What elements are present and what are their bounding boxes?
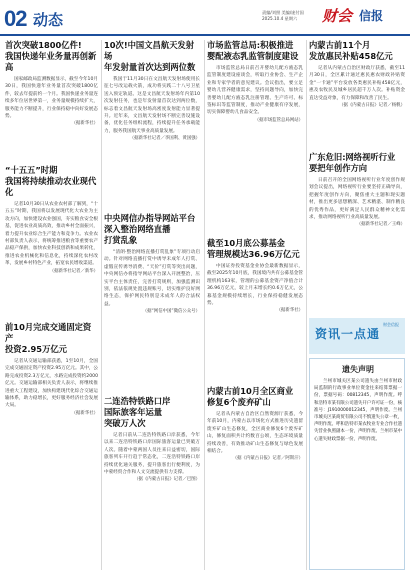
article-headline[interactable]: 广东危旧:网络视听行业 要把年创作方向 <box>309 152 396 173</box>
article-body: 市场监管总局日前召开婴幼儿配方液态乳监管制度建设座谈会，听取行业协会、生产企业和专家学者的意见建议。会议指出，要立足婴幼儿营养健康需求，坚持问题导向，加快完善婴幼儿配方液态乳注册管理、生产许可、标签标识等监管制度，推动产业健康有序发展，切实保障婴幼儿食品安全。 <box>207 66 303 116</box>
article-body: 记者10月30日从农业农村部了解到，“十五五”时期，我国将以发展现代化大农业为主攻方向，加快建设农业强国，夯实粮食安全根基，促进农业高质高效，推动乡村全面振兴，着力提升农业综合生产能力和竞争力。农业农村部负责人表示，将统筹推进粮食等重要农产品稳产保供，加快农业科技创新和成果转化，推进农业机械化和信息化，持续深化农村改革，发展乡村特色产业，拓宽农民增收渠道。 <box>5 202 98 267</box>
info-banner-tag: 财会信报 <box>383 322 399 327</box>
masthead-meta <box>262 10 304 22</box>
page-number: 02 <box>4 6 27 31</box>
article <box>5 165 98 275</box>
article-headline[interactable]: 截至10月底公募基金 管理规模达36.96万亿元 <box>207 238 300 259</box>
article-source: （据新华社） <box>276 308 303 314</box>
info-banner <box>309 318 405 354</box>
loss-notice <box>309 358 405 570</box>
article <box>104 213 200 316</box>
article <box>104 396 200 484</box>
article-headline[interactable]: 前10月完成交通固定资产 投资2.95万亿元 <box>5 322 92 354</box>
article-source: （据市场监管总局网站） <box>254 117 303 123</box>
notice-title: 遗失声明 <box>342 365 374 374</box>
article <box>207 40 303 124</box>
article-body: 我国于11月30日在文昌航天发射场使用长征七号改运载火箭，成功将实践二十八号卫星送入预定轨道。这是文昌航天发射场年内第10次发射任务，也是年发射量首次达到两位数，标志着文昌航天发射场高密度发射能力显著提升。近年来，文昌航天发射场不断完善设施设备，优化任务组织流程，持续提升任务承载能力，服务我国航天事业高质量发展。 <box>104 77 200 134</box>
article <box>104 40 200 143</box>
info-banner-label: 资讯一点通 <box>315 327 381 341</box>
article-source: （据《内蒙古日报》记者／巴图） <box>134 477 200 483</box>
article-source: （据新华社） <box>71 410 98 416</box>
article <box>5 322 98 417</box>
article <box>309 40 405 109</box>
article-headline[interactable]: 10次!中国文昌航天发射场 年发射量首次达到两位数 <box>104 40 196 72</box>
article-body: 记者从交通运输部获悉，1至10月，全国完成交通固定资产投资2.95万亿元。其中，公路完成投资2.3万亿元，水路完成投资约2000亿元。交通运输部相关负责人表示，将继续推进重大工程建设，加快构建现代化综合交通运输体系，助力稳增长，更好服务经济社会发展大局。 <box>5 359 98 409</box>
article-body: 记者日前从二连浩特铁路口岸获悉，今年以来二连浩特铁路口岸国际旅客运量已突破万人次。随着中蒙两国人员往来日益密切，国际旅客列车开行趋于常态化，二连浩特铁路口岸持续优化通关服务，提升旅客出行便利度，为中蒙经贸合作和人文交流提供有力支撑。 <box>104 433 200 476</box>
article-headline[interactable]: 内蒙古前10月全区商业 修复6个废弃矿山 <box>207 386 294 407</box>
article-headline[interactable]: 首次突破1800亿件! 我国快递年业务量再创新高 <box>5 40 97 72</box>
article-source: （据新华社记者／新华） <box>49 268 98 274</box>
article-source: （据《内蒙古日报》记者／阿斯汗） <box>232 456 303 462</box>
article-headline[interactable]: 内蒙古前11个月 发放惠民补贴458亿元 <box>309 40 393 61</box>
article-body: 国家邮政局监测数据显示，截至今年10月30日，我国快递年业务量首次突破1800亿件，较去年提前约一个月。我国快递业务量连续多年位居世界第一，业务量规模持续扩大，服务能力不断提升，行业保持稳中向好发展态势。 <box>5 77 98 120</box>
masthead-rule <box>0 34 410 36</box>
article <box>207 386 303 463</box>
article-source: （据“网信中国”微信公众号） <box>142 309 200 315</box>
article-source: （据新华社） <box>71 121 98 127</box>
article-headline[interactable]: “十五五”时期 我国将持续推动农业现代化 <box>5 165 97 197</box>
article <box>309 152 405 229</box>
notice-body: 兰州市城关区某公司遗失由兰州市财政局监制的行政事业单位资金往来结算票据一份，票据号码：00812345，声明作废。呼和浩特市某有限公司遗失开户许可证一份，核准号：J1910000012345，声明作废。兰州市城关区某商贸有限公司不慎遗失公章一枚，声明作废。呼和浩特市某农牧业专业合作社遗失营业执照副本一份，声明作废。兰州市某中心遗失财政票据一份，声明作废。 <box>314 379 402 442</box>
column-divider <box>204 40 205 570</box>
article <box>207 238 303 315</box>
date-line: 2025.10.4 星期六 <box>262 16 298 21</box>
article-headline[interactable]: 中央网信办指导网站平台 深入整治网络直播 打赏乱象 <box>104 213 196 245</box>
section-title: 动态 <box>33 11 64 29</box>
article-body: 记者从内蒙古自治区自然资源厅获悉，今年前10月，内蒙古以市场化方式推进历史遗留废弃矿山生态修复，全区商业修复6个废弃矿山，修复面积共计约数百公顷，生态环境质量持续改善，有效推动矿山生态修复与绿色发展相结合。 <box>207 412 303 455</box>
column-divider <box>306 40 307 570</box>
newspaper-logo: 财会 <box>322 7 353 25</box>
article-body: 记者从内蒙古自治区财政厅获悉，截至11月30日，全区累计通过惠民惠农财政补贴资金“一卡通”平台发放各类惠民补贴458亿元，惠及农牧民及城乡居民超千万人次。补贴资金直达受益对象，有力保障和改善了民生。 <box>309 66 405 101</box>
masthead <box>0 0 410 36</box>
article-body: “清朗·整治网络直播打赏乱象”专项行动启动。针对网络直播打赏中诱导未成年人打赏、虚假宣传诱导消费、“天价”打赏等突出问题，中央网信办将指导网站平台深入开展整治，压实平台主体责任，完善打赏规则，加强监测识别，依法依规处置违规账号，切实维护良好网络生态，保护网民特别是未成年人的合法权益。 <box>104 250 200 307</box>
article-source: （据新华社记者／李国利、黄国强） <box>129 136 200 142</box>
article-source: （据《内蒙古日报》记者／杨帆） <box>339 103 405 109</box>
newspaper-logo-suffix: 信报 <box>359 9 384 23</box>
article-headline[interactable]: 二连浩特铁路口岸 国际旅客年运量 突破万人次 <box>104 396 171 428</box>
editor-line: 责编/刘照 美编/庞付国 <box>262 10 304 15</box>
article-source: （据新华社记者／王峰） <box>356 222 405 228</box>
article-headline[interactable]: 市场监管总局:积极推进 婴配液态乳监管制度建设 <box>207 40 299 61</box>
column-divider <box>101 40 102 570</box>
article-body: 日前召开的全国网络视听行业年度创作规划会议提出，网络视听行业要坚持正确导向，把握年度创作方向，聚焦重大主题和现实题材，推出更多思想精深、艺术精湛、制作精良的优秀作品，更好满足人民群众精神文化需求，推动网络视听行业高质量发展。 <box>309 178 405 221</box>
article <box>5 40 98 128</box>
article-body: 中国证券投资基金业协会最新数据显示，截至2025年10月底，我国境内共有公募基金管理机构163家，管理的公募基金资产净值合计36.96万亿元，较上月末增长约0.6万亿元，公募基金规模持续增长，行业保持稳健发展态势。 <box>207 264 303 307</box>
